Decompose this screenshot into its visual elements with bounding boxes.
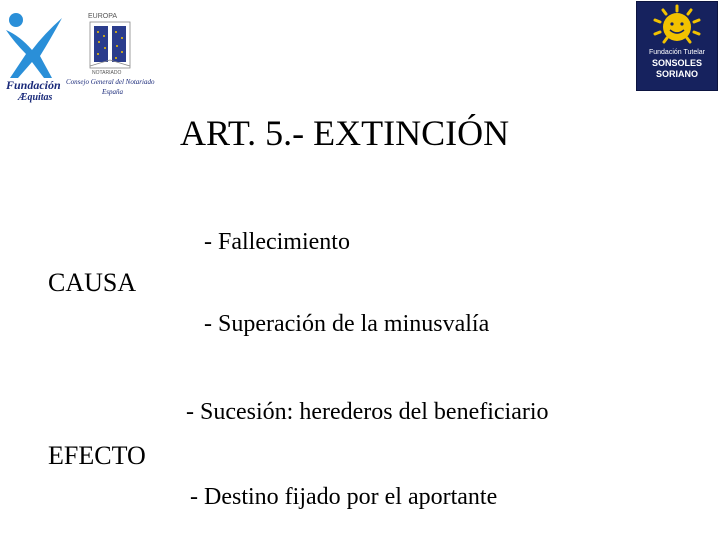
efecto-item-destino: - Destino fijado por el aportante	[190, 484, 498, 510]
causa-label: CAUSA	[48, 268, 137, 297]
fundacion-aequitas-logo	[2, 10, 66, 103]
aequitas-line1: Fundación	[6, 78, 61, 92]
notariado-caption2: España	[102, 88, 123, 96]
sonsoles-line2: SONSOLES	[651, 58, 702, 68]
slide-title: ART. 5.- EXTINCIÓN	[180, 113, 510, 153]
efecto-label: EFECTO	[48, 441, 146, 470]
notariado-caption1: Consejo General del Notariado	[66, 78, 155, 86]
causa-item-fallecimiento: - Fallecimiento	[204, 229, 350, 255]
notariado-logo	[64, 8, 164, 100]
sun-face-icon	[637, 2, 717, 46]
aequitas-figure-icon	[2, 10, 66, 80]
notariado-emblem-icon	[64, 8, 164, 78]
efecto-item-sucesion: - Sucesión: herederos del beneficiario	[186, 399, 549, 425]
causa-item-superacion: - Superación de la minusvalía	[204, 311, 490, 337]
sonsoles-line1: Fundación Tutelar	[648, 49, 706, 56]
sonsoles-soriano-logo	[636, 1, 718, 91]
aequitas-line2: Æquitas	[18, 92, 53, 103]
sonsoles-line3: SORIANO	[655, 69, 698, 79]
svg-text:NOTARIADO: NOTARIADO	[92, 70, 122, 76]
svg-text:EUROPA: EUROPA	[88, 13, 118, 20]
